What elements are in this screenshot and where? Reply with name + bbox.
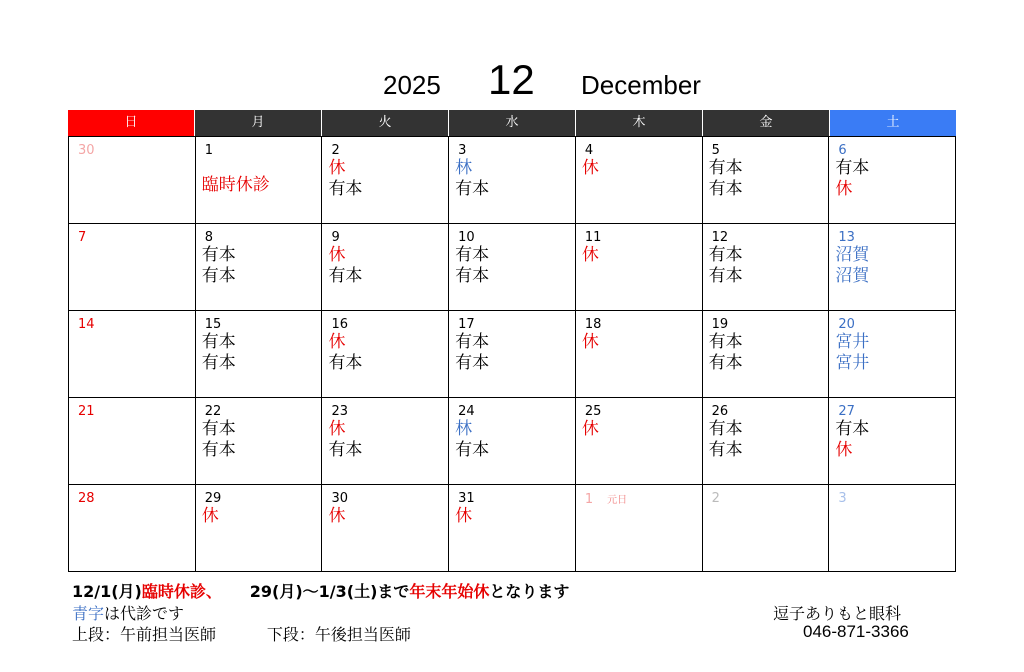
day-cell: [829, 398, 956, 485]
weekday-monday: 月: [195, 110, 322, 136]
doctor-afternoon: 有本: [328, 440, 363, 460]
holiday-note: 元日: [607, 495, 628, 506]
notice-closure: [72, 579, 569, 602]
day-number: 3: [838, 491, 847, 506]
weekday-saturday: 土: [830, 110, 956, 136]
doctor-morning: 休: [328, 332, 346, 352]
doctor-morning: 休: [328, 158, 346, 178]
day-cell: [576, 398, 703, 485]
doctor-afternoon: 有本: [455, 179, 490, 199]
doctor-afternoon: 有本: [328, 353, 363, 373]
doctor-morning: 林: [455, 158, 473, 178]
day-number: 30: [331, 491, 348, 506]
day-number: 26: [711, 404, 729, 419]
day-number: 17: [458, 317, 475, 332]
day-number: 27: [838, 404, 855, 419]
day-number: 3: [458, 143, 467, 158]
doctor-afternoon: 有本: [328, 179, 363, 199]
calendar: [68, 110, 956, 572]
notice-substitute: [72, 601, 184, 624]
day-number: 14: [78, 317, 95, 332]
doctor-morning: 有本: [708, 245, 743, 265]
doctor-morning: 有本: [201, 332, 236, 352]
day-cell: [69, 485, 196, 572]
day-number: 10: [458, 230, 475, 245]
doctor-morning: 休: [581, 158, 599, 178]
day-cell: [322, 137, 449, 224]
calendar-grid: [68, 136, 956, 572]
day-number: 30: [78, 143, 95, 158]
day-number: 6: [838, 143, 847, 158]
day-cell: [829, 224, 956, 311]
doctor-morning: 有本: [201, 419, 236, 439]
day-cell: [449, 137, 576, 224]
notice-period: 29(月)～1/3(土)まで: [249, 582, 410, 601]
day-number: 23: [331, 404, 348, 419]
day-cell: [69, 137, 196, 224]
day-number: 1: [204, 143, 213, 158]
day-cell: [449, 398, 576, 485]
calendar-title: [0, 56, 1024, 106]
day-number: 2: [711, 491, 720, 506]
day-cell: [69, 398, 196, 485]
day-cell: [196, 137, 323, 224]
day-cell: [196, 398, 323, 485]
day-cell: [449, 485, 576, 572]
day-number: 8: [204, 230, 213, 245]
day-cell: [322, 311, 449, 398]
doctor-morning: 有本: [708, 332, 743, 352]
doctor-afternoon: 有本: [201, 266, 236, 286]
doctor-afternoon: 沼賀: [835, 266, 870, 286]
day-number: 4: [584, 143, 594, 158]
day-number: 9: [331, 230, 340, 245]
day-number: 11: [584, 230, 602, 245]
day-number: 12: [711, 230, 729, 245]
weekday-friday: 金: [703, 110, 830, 136]
weekday-wednesday: 水: [449, 110, 576, 136]
day-number: 19: [711, 317, 729, 332]
day-number: 25: [584, 404, 602, 419]
weekday-thursday: 木: [576, 110, 703, 136]
doctor-morning: 休: [581, 419, 599, 439]
day-cell: [322, 485, 449, 572]
legend-afternoon: 下段：午後担当医師: [266, 625, 411, 644]
day-cell: [576, 311, 703, 398]
doctor-morning: 有本: [201, 245, 236, 265]
day-cell: [196, 311, 323, 398]
doctor-morning: 休: [201, 506, 219, 526]
doctor-morning: 沼賀: [835, 245, 870, 265]
doctor-afternoon: 有本: [455, 266, 490, 286]
doctor-morning: 有本: [835, 419, 870, 439]
day-cell: [829, 311, 956, 398]
doctor-morning: 休: [328, 419, 346, 439]
notice-date: 12/1(月): [72, 582, 142, 601]
doctor-morning: 休: [328, 506, 346, 526]
doctor-morning: 休: [455, 506, 473, 526]
legend-morning: 上段：午前担当医師: [72, 625, 217, 644]
day-cell: [322, 224, 449, 311]
day-cell: [576, 137, 703, 224]
day-cell: [196, 485, 323, 572]
doctor-afternoon: 有本: [708, 353, 743, 373]
day-cell: [449, 311, 576, 398]
day-number: 21: [78, 404, 95, 419]
day-number: 28: [78, 491, 95, 506]
doctor-morning: 有本: [835, 158, 870, 178]
day-cell: [69, 224, 196, 311]
doctor-afternoon: 休: [835, 179, 853, 199]
day-number: 20: [838, 317, 855, 332]
weekday-sunday: 日: [68, 110, 195, 136]
day-number: 16: [331, 317, 348, 332]
doctor-afternoon: 有本: [708, 179, 743, 199]
doctor-morning: 休: [328, 245, 346, 265]
title-month-english: December: [581, 70, 701, 100]
doctor-morning: 有本: [708, 419, 743, 439]
day-number: 18: [584, 317, 602, 332]
doctor-afternoon: 有本: [455, 353, 490, 373]
day-cell: [576, 224, 703, 311]
notice-legend: [72, 622, 411, 645]
doctor-morning: 宮井: [835, 332, 870, 352]
day-cell: [703, 398, 830, 485]
calendar-week: [69, 224, 956, 311]
doctor-afternoon: 宮井: [835, 353, 870, 373]
day-cell: [576, 485, 703, 572]
day-cell: [703, 137, 830, 224]
calendar-week: [69, 311, 956, 398]
day-cell: [703, 485, 830, 572]
doctor-morning: 有本: [708, 158, 743, 178]
doctor-afternoon: 有本: [455, 440, 490, 460]
doctor-morning: 林: [455, 419, 473, 439]
day-number: 1: [584, 492, 594, 507]
calendar-week: [69, 137, 956, 224]
day-number: 7: [78, 230, 87, 245]
calendar-week: [69, 398, 956, 485]
closure-label: 臨時休診: [201, 175, 270, 195]
doctor-afternoon: 有本: [201, 353, 236, 373]
day-number: 5: [711, 143, 720, 158]
day-cell: [196, 224, 323, 311]
title-year: 2025: [383, 70, 441, 100]
doctor-afternoon: 休: [835, 440, 853, 460]
day-number: 29: [204, 491, 222, 506]
day-cell: [703, 224, 830, 311]
notice-temporary-closure: 臨時休診、: [141, 582, 222, 601]
day-cell: [703, 311, 830, 398]
doctor-afternoon: 有本: [328, 266, 363, 286]
notice-suffix: となります: [489, 582, 570, 601]
day-number: 22: [204, 404, 222, 419]
weekday-tuesday: 火: [322, 110, 449, 136]
day-number: 24: [458, 404, 475, 419]
day-number: 31: [458, 491, 475, 506]
doctor-morning: 有本: [455, 245, 490, 265]
day-number: 2: [331, 143, 340, 158]
calendar-week: [69, 485, 956, 572]
day-cell: [829, 137, 956, 224]
day-cell: [69, 311, 196, 398]
clinic-name: 逗子ありもと眼科: [773, 604, 902, 623]
doctor-morning: 有本: [455, 332, 490, 352]
day-number: 15: [204, 317, 222, 332]
day-cell: [829, 485, 956, 572]
clinic-phone: 046-871-3366: [803, 622, 909, 641]
day-cell: [449, 224, 576, 311]
doctor-morning: 休: [581, 332, 599, 352]
notice-substitute-text: は代診です: [104, 604, 185, 623]
day-number: 13: [838, 230, 855, 245]
doctor-afternoon: 有本: [708, 440, 743, 460]
notice-blue-text: 青字: [72, 604, 105, 623]
title-month: 12: [488, 56, 535, 103]
weekday-header: [68, 110, 956, 136]
doctor-afternoon: 有本: [201, 440, 236, 460]
notice-year-end-holiday: 年末年始休: [409, 582, 490, 601]
day-cell: [322, 398, 449, 485]
doctor-morning: 休: [581, 245, 599, 265]
doctor-afternoon: 有本: [708, 266, 743, 286]
